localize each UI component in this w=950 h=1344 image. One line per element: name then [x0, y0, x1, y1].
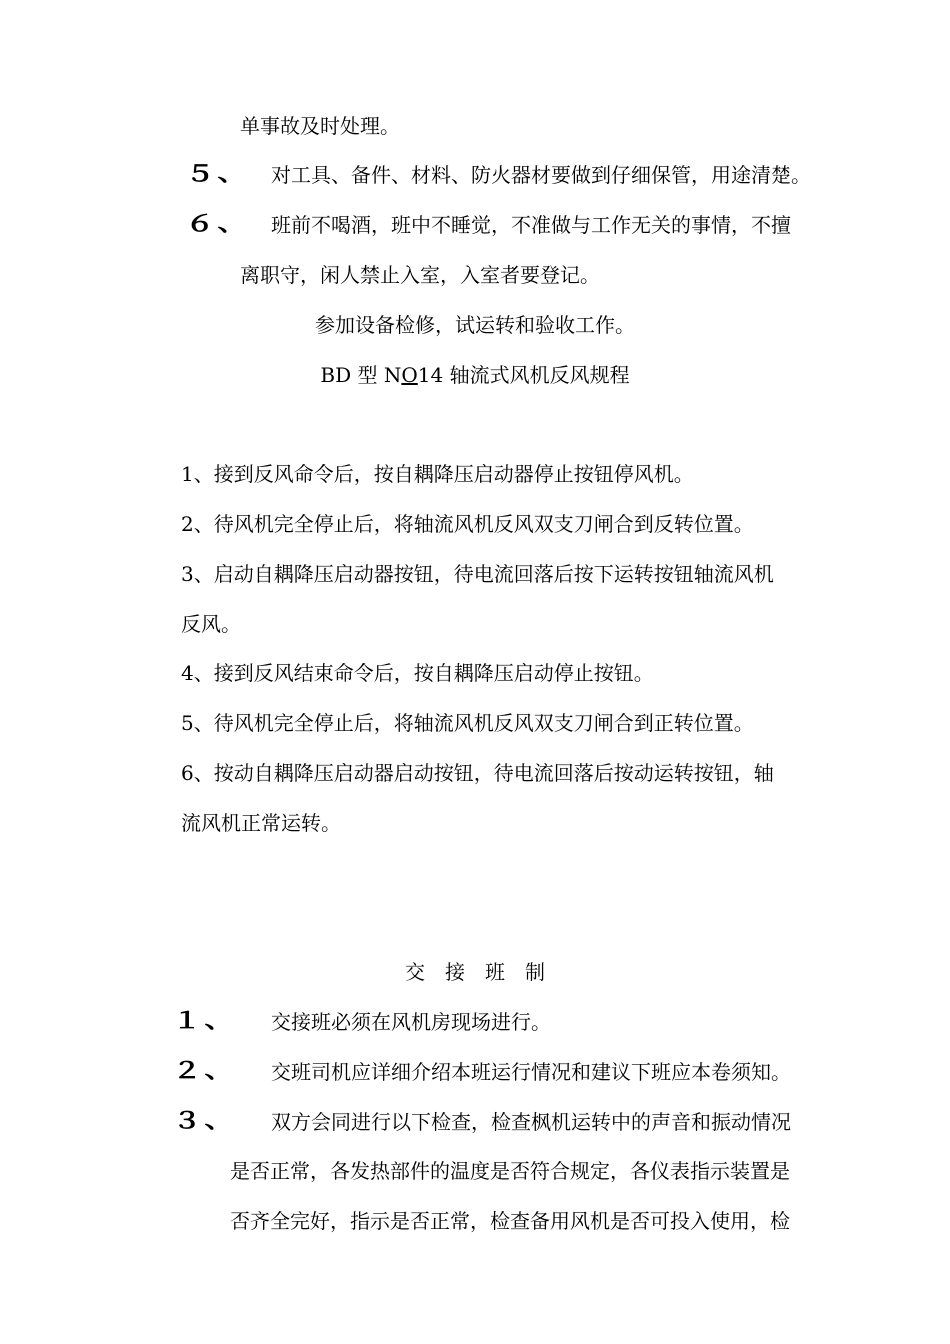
- item-5-number: ５、: [185, 162, 250, 187]
- item-6-text-cont: 离职守，闲人禁止入室，入室者要登记。: [240, 263, 600, 287]
- step-1: 1、接到反风命令后，按自耦降压启动器停止按钮停风机。: [181, 462, 694, 486]
- handover-2-text: 交班司机应详细介绍本班运行情况和建议下班应本卷须知。: [271, 1060, 791, 1084]
- handover-3-cont-2: 否齐全完好，指示是否正常，检查备用风机是否可投入使用，检: [230, 1209, 790, 1233]
- handover-3-number: ３、: [172, 1109, 237, 1134]
- step-3: 3、启动自耦降压启动器按钮，待电流回落后按下运转按钮轴流风机: [181, 562, 774, 586]
- handover-3-text: 双方会同进行以下检查，检查枫机运转中的声音和振动情况: [271, 1110, 791, 1134]
- reverse-title-u: O: [401, 363, 418, 387]
- handover-title: 交接班制: [405, 960, 565, 984]
- handover-1-text: 交接班必须在风机房现场进行。: [271, 1010, 551, 1034]
- step-2: 2、待风机完全停止后，将轴流风机反风双支刀闸合到反转位置。: [181, 512, 754, 536]
- handover-2-number: ２、: [172, 1059, 237, 1084]
- item-6-number: ６、: [185, 212, 250, 237]
- step-4: 4、接到反风结束命令后，按自耦降压启动停止按钮。: [181, 661, 654, 685]
- step-6-cont: 流风机正常运转。: [181, 811, 341, 835]
- handover-1-number: １、: [172, 1009, 237, 1034]
- step-3-cont: 反风。: [181, 612, 241, 636]
- extra-line: 参加设备检修，试运转和验收工作。: [315, 313, 635, 337]
- step-6: 6、按动自耦降压启动器启动按钮，待电流回落后按动运转按钮，轴: [181, 761, 774, 785]
- prev-line-1: 单事故及时处理。: [240, 114, 400, 138]
- handover-3-cont-1: 是否正常，各发热部件的温度是否符合规定，各仪表指示装置是: [230, 1159, 790, 1183]
- reverse-title: [0, 361, 950, 389]
- reverse-title-pre: BD 型 N: [320, 363, 402, 387]
- reverse-title-post: 14 轴流式风机反风规程: [417, 363, 630, 387]
- step-5: 5、待风机完全停止后，将轴流风机反风双支刀闸合到正转位置。: [181, 711, 754, 735]
- item-6-text: 班前不喝酒，班中不睡觉，不准做与工作无关的事情，不擅: [271, 213, 791, 237]
- item-5-text: 对工具、备件、材料、防火器材要做到仔细保管，用途清楚。: [271, 163, 811, 187]
